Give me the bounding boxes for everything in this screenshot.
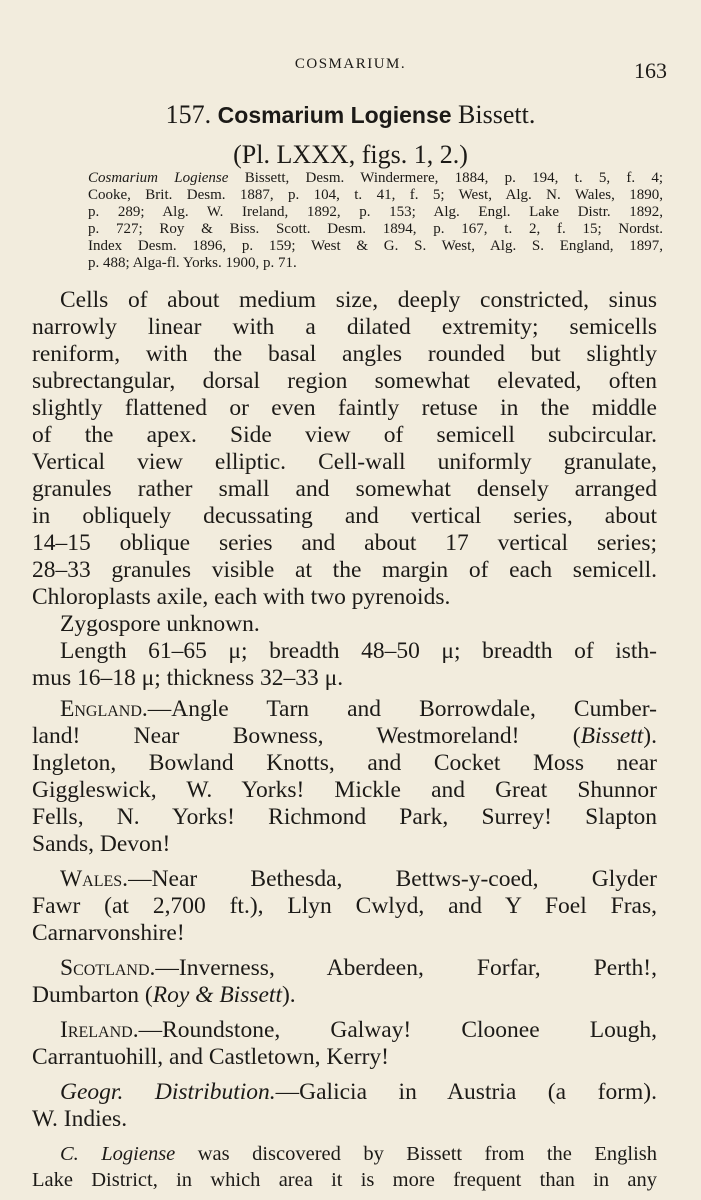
description-line: in obliquely decussating and vertical series, about <box>32 503 657 529</box>
zygospore-note: Zygospore unknown. <box>60 611 260 637</box>
bibliography-line: Cosmarium Logiense Bissett, Desm. Windermere, 1884, p. 194, t. 5, f. 4; <box>88 170 663 186</box>
description-line: Chloroplasts axile, each with two pyrenoids. <box>32 584 451 610</box>
species-title <box>0 100 701 130</box>
spacer <box>32 858 657 866</box>
distribution-wales: Wales.—Near Bethesda, Bettws-y-coed, Glyder <box>60 866 657 892</box>
closing-paragraph <box>32 1141 657 1193</box>
species-author: Bissett. <box>458 100 536 129</box>
distribution-wales: Carnarvonshire! <box>32 920 185 946</box>
description-line: narrowly linear with a dilated extremity; semicells <box>32 314 657 340</box>
bibliography <box>88 170 663 272</box>
geographic-distribution: Geogr. Distribution.—Galicia in Austria (a form). <box>60 1079 657 1105</box>
description-line: slightly flattened or even faintly retuse in the middle <box>32 395 657 421</box>
species-name: Cosmarium Logiense <box>217 102 452 128</box>
bibliography-line: Index Desm. 1896, p. 159; West & G. S. West, Alg. S. England, 1897, <box>88 238 663 254</box>
description-line: granules rather small and somewhat densely arranged <box>32 476 657 502</box>
distribution-england: England.—Angle Tarn and Borrowdale, Cumber- <box>60 696 657 722</box>
description-line: reniform, with the basal angles rounded but slightly <box>32 341 657 367</box>
closing-line: C. Logiense was discovered by Bissett from the English <box>60 1143 657 1165</box>
running-head: COSMARIUM. <box>294 56 407 72</box>
distribution-scotland: Dumbarton (Roy & Bissett). <box>32 982 296 1008</box>
measurements-line: mus 16–18 μ; thickness 32–33 μ. <box>32 665 344 691</box>
description-line: 28–33 granules visible at the margin of each semicell. <box>32 557 657 583</box>
bibliography-line: p. 289; Alg. W. Ireland, 1892, p. 153; Alg. Engl. Lake Distr. 1892, <box>88 204 663 220</box>
closing-line: Lake District, in which area it is more frequent than in any <box>32 1169 657 1191</box>
distribution-ireland: Ireland.—Roundstone, Galway! Cloonee Lough, <box>60 1017 657 1043</box>
measurements-line: Length 61–65 μ; breadth 48–50 μ; breadth of isth- <box>60 638 657 664</box>
plate-reference: (Pl. LXXX, figs. 1, 2.) <box>233 140 468 169</box>
spacer <box>32 1071 657 1079</box>
description-line: of the apex. Side view of semicell subcircular. <box>32 422 657 448</box>
bibliography-line: p. 488; Alga-fl. Yorks. 1900, p. 71. <box>88 255 297 271</box>
bibliography-line: Cooke, Brit. Desm. 1887, p. 104, t. 41, f. 5; West, Alg. N. Wales, 1890, <box>88 187 663 203</box>
distribution-england: Fells, N. Yorks! Richmond Park, Surrey! Slapton <box>32 804 657 830</box>
spacer <box>32 1009 657 1017</box>
species-number: 157. <box>165 100 212 129</box>
description-line: Cells of about medium size, deeply constricted, sinus <box>60 287 657 313</box>
distribution-wales: Fawr (at 2,700 ft.), Llyn Cwlyd, and Y Foel Fras, <box>32 893 657 919</box>
distribution-england: land! Near Bowness, Westmoreland! (Bissett). <box>32 723 657 749</box>
bibliography-line: p. 727; Roy & Biss. Scott. Desm. 1894, p. 167, t. 2, f. 15; Nordst. <box>88 221 663 237</box>
spacer <box>32 1133 657 1141</box>
distribution-ireland: Carrantuohill, and Castletown, Kerry! <box>32 1044 389 1070</box>
page-number: 163 <box>634 58 667 83</box>
distribution-england: Sands, Devon! <box>32 831 171 857</box>
spacer <box>32 947 657 955</box>
distribution-england: Ingleton, Bowland Knotts, and Cocket Moss near <box>32 750 657 776</box>
species-description <box>32 287 657 1193</box>
distribution-england: Giggleswick, W. Yorks! Mickle and Great Shunnor <box>32 777 657 803</box>
description-line: subrectangular, dorsal region somewhat elevated, often <box>32 368 657 394</box>
description-line: 14–15 oblique series and about 17 vertical series; <box>32 530 657 556</box>
description-line: Vertical view elliptic. Cell-wall uniformly granulate, <box>32 449 657 475</box>
geographic-distribution: W. Indies. <box>32 1106 128 1132</box>
distribution-scotland: Scotland.—Inverness, Aberdeen, Forfar, Perth!, <box>60 955 657 981</box>
